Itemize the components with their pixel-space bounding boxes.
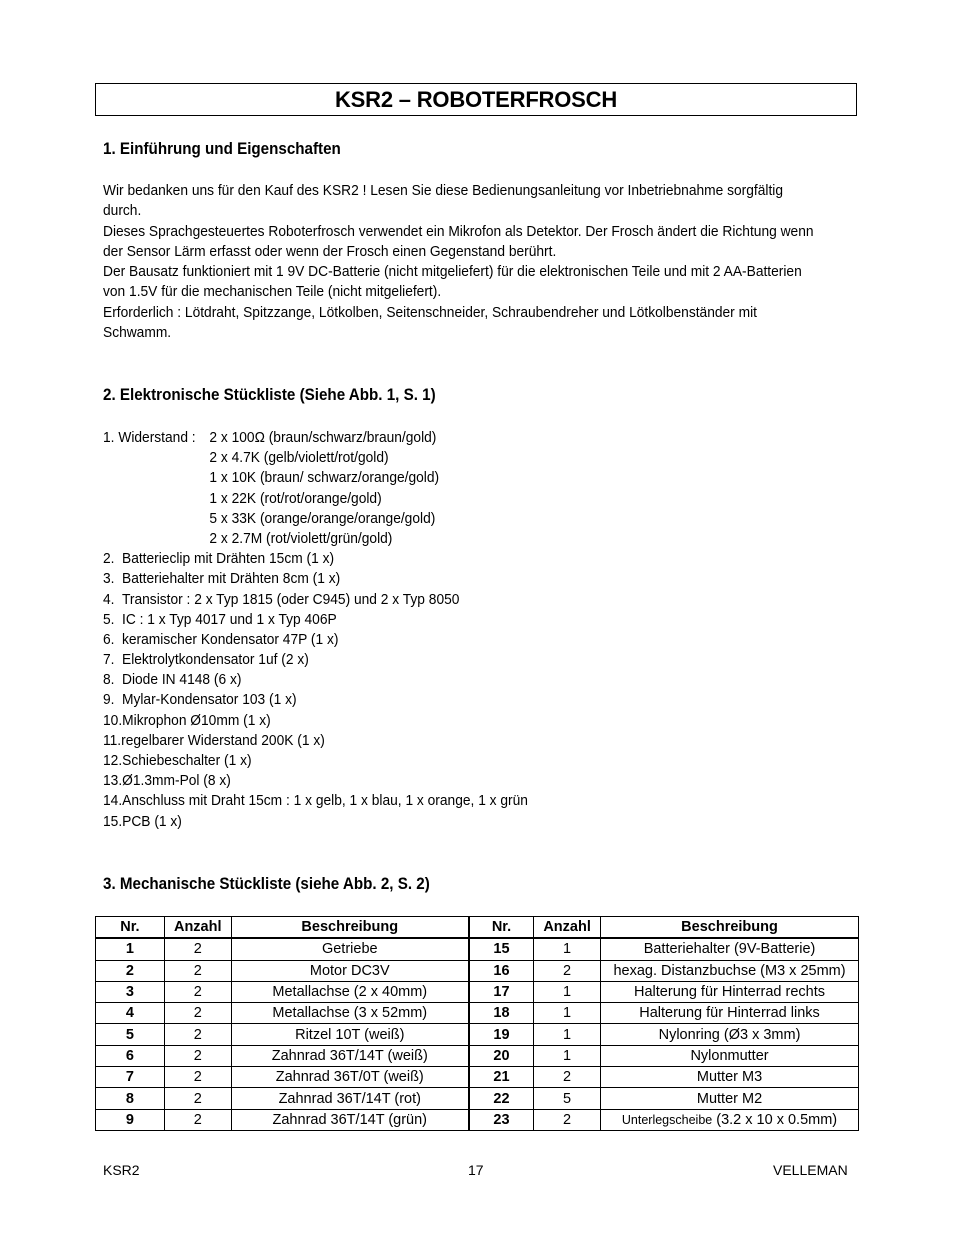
section-1-line: Wir bedanken uns für den Kauf des KSR2 ! Lesen Sie diese Bedienungsanleitung vor Inbetriebnahme sorgfältig: [103, 183, 784, 199]
item-text: Diode IN 4148 (6 x): [122, 672, 242, 689]
list-item: [103, 569, 528, 589]
section-2-heading: 2. Elektronische Stückliste (Siehe Abb. 1, S. 1): [103, 386, 436, 404]
item-text: Batterieclip mit Drähten 15cm (1 x): [122, 551, 335, 568]
list-item: [103, 610, 528, 630]
section-1-line: Erforderlich : Lötdraht, Spitzzange, Lötkolben, Seitenschneider, Schraubendreher und Lötkolbenständer mit: [103, 304, 757, 321]
table-header-row: [96, 917, 859, 939]
item-text: Ø1.3mm-Pol (8 x): [122, 773, 231, 790]
table-cell: 23: [469, 1109, 534, 1130]
table-cell: 21: [469, 1067, 534, 1088]
item-text: Mikrophon Ø10mm (1 x): [122, 712, 271, 729]
resistor-value: 1 x 10K (braun/ schwarz/orange/gold): [209, 470, 440, 487]
table-cell: 2: [534, 960, 601, 981]
table-cell: 2: [164, 960, 231, 981]
resistor-value: 2 x 2.7M (rot/violett/grün/gold): [209, 530, 393, 547]
column-header: Anzahl: [534, 917, 601, 939]
table-cell: Zahnrad 36T/14T (rot): [231, 1088, 469, 1109]
table-row: [96, 1109, 859, 1130]
list-item: [103, 590, 528, 610]
table-cell: Metallachse (2 x 40mm): [231, 981, 469, 1002]
table-cell: 1: [534, 1045, 601, 1066]
item-number: 8.: [103, 672, 115, 689]
item-text: Schiebeschalter (1 x): [122, 753, 252, 769]
section-3-heading: 3. Mechanische Stückliste (siehe Abb. 2, S. 2): [103, 875, 430, 893]
table-cell: 2: [534, 1109, 601, 1130]
item-number: 10.: [103, 712, 123, 729]
item-number: 4.: [103, 591, 115, 608]
table-cell: Mutter M2: [601, 1088, 859, 1109]
table-row: [96, 938, 859, 960]
column-header: Beschreibung: [231, 917, 469, 939]
table-cell: [601, 1109, 859, 1130]
table-cell: 7: [96, 1067, 165, 1088]
item-text: regelbarer Widerstand 200K (1 x): [121, 732, 325, 749]
table-cell: 5: [534, 1088, 601, 1109]
item-number: 13.: [103, 773, 123, 790]
table-cell: 1: [534, 1003, 601, 1024]
table-row: [96, 981, 859, 1002]
resistor-value: 2 x 100Ω (braun/schwarz/braun/gold): [209, 430, 437, 446]
table-cell: 6: [96, 1045, 165, 1066]
mechanical-parts-table: [95, 916, 859, 1131]
resistor-value: 1 x 22K (rot/rot/orange/gold): [209, 490, 382, 507]
table-cell: 1: [534, 938, 601, 960]
item-number: 3.: [103, 571, 115, 588]
item-text: Transistor : 2 x Typ 1815 (oder C945) und 2 x Typ 8050: [122, 591, 460, 608]
table-cell: Zahnrad 36T/14T (grün): [231, 1109, 469, 1130]
list-item: [103, 630, 528, 650]
list-item: [103, 731, 528, 751]
item-text: IC : 1 x Typ 4017 und 1 x Typ 406P: [122, 611, 337, 628]
table-cell: Halterung für Hinterrad links: [601, 1003, 859, 1024]
item-number: 14.: [103, 793, 123, 810]
resistor-label: 1. Widerstand :: [103, 430, 196, 446]
table-cell: Mutter M3: [601, 1067, 859, 1088]
table-cell: Zahnrad 36T/14T (weiß): [231, 1045, 469, 1066]
table-cell: hexag. Distanzbuchse (M3 x 25mm): [601, 960, 859, 981]
table-cell: 17: [469, 981, 534, 1002]
list-item: [103, 489, 528, 509]
page-title: [95, 83, 857, 116]
list-item: [103, 468, 528, 488]
table-cell: 3: [96, 981, 165, 1002]
table-cell: Getriebe: [231, 938, 469, 960]
table-cell: 18: [469, 1003, 534, 1024]
table-row: [96, 1088, 859, 1109]
table-cell: Motor DC3V: [231, 960, 469, 981]
section-1-heading: 1. Einführung und Eigenschaften: [103, 140, 341, 158]
item-text: keramischer Kondensator 47P (1 x): [122, 631, 339, 648]
item-number: 12.: [103, 753, 123, 769]
table-cell: Ritzel 10T (weiß): [231, 1024, 469, 1045]
list-item: [103, 670, 528, 690]
footer-left: KSR2: [103, 1162, 140, 1178]
table-cell: Nylonmutter: [601, 1045, 859, 1066]
section-1-line: Dieses Sprachgesteuertes Roboterfrosch verwendet ein Mikrofon als Detektor. Der Frosch ändert die Richtung wenn: [103, 223, 814, 240]
item-text: Elektrolytkondensator 1uf (2 x): [122, 652, 309, 669]
table-cell: 16: [469, 960, 534, 981]
list-item: [103, 509, 528, 529]
table-cell: 8: [96, 1088, 165, 1109]
footer-right: VELLEMAN: [773, 1162, 848, 1178]
column-header: Nr.: [96, 917, 165, 939]
list-item: [103, 791, 528, 811]
list-item: [103, 549, 528, 569]
list-item: [103, 812, 528, 832]
resistor-value: 2 x 4.7K (gelb/violett/rot/gold): [209, 450, 389, 467]
table-cell: 5: [96, 1024, 165, 1045]
column-header: Beschreibung: [601, 917, 859, 939]
table-cell: 19: [469, 1024, 534, 1045]
section-1-line: durch.: [103, 203, 142, 220]
item-text: Anschluss mit Draht 15cm : 1 x gelb, 1 x blau, 1 x orange, 1 x grün: [122, 793, 528, 810]
table-cell: 15: [469, 938, 534, 960]
table-row: [96, 1045, 859, 1066]
table-cell: 2: [164, 981, 231, 1002]
table-cell: 2: [534, 1067, 601, 1088]
table-cell: 22: [469, 1088, 534, 1109]
list-item: [103, 690, 528, 710]
washer-size: (3.2 x 10 x 0.5mm): [712, 1111, 838, 1128]
table-cell: 2: [164, 1003, 231, 1024]
list-item: [103, 771, 528, 791]
table-row: [96, 1003, 859, 1024]
item-number: 7.: [103, 652, 115, 669]
table-cell: Metallachse (3 x 52mm): [231, 1003, 469, 1024]
table-cell: Zahnrad 36T/0T (weiß): [231, 1067, 469, 1088]
column-header: Nr.: [469, 917, 534, 939]
table-cell: 9: [96, 1109, 165, 1130]
page-title-text: KSR2 – ROBOTERFROSCH: [334, 86, 618, 112]
table-cell: Halterung für Hinterrad rechts: [601, 981, 859, 1002]
section-1-line: von 1.5V für die mechanischen Teile (nicht mitgeliefert).: [103, 284, 442, 301]
item-text: Mylar-Kondensator 103 (1 x): [122, 692, 297, 709]
item-number: 15.: [103, 813, 123, 830]
table-cell: 2: [164, 1109, 231, 1130]
table-cell: 1: [534, 981, 601, 1002]
item-text: Batteriehalter mit Drähten 8cm (1 x): [122, 571, 341, 588]
item-text: PCB (1 x): [122, 813, 182, 830]
item-number: 2.: [103, 551, 115, 568]
table-row: [96, 1024, 859, 1045]
table-cell: 1: [534, 1024, 601, 1045]
table-cell: Nylonring (Ø3 x 3mm): [601, 1024, 859, 1045]
table-cell: 2: [164, 1024, 231, 1045]
electronic-parts-list: [103, 428, 528, 832]
list-item: [103, 751, 528, 771]
table-cell: 2: [164, 938, 231, 960]
section-1-line: Der Bausatz funktioniert mit 1 9V DC-Batterie (nicht mitgeliefert) für die elektronischen Teile und mit 2 AA-Batterien: [103, 264, 802, 281]
list-item: [103, 428, 528, 448]
table-cell: 2: [164, 1088, 231, 1109]
item-number: 11.: [103, 732, 122, 749]
item-number: 6.: [103, 631, 115, 648]
item-number: 5.: [103, 611, 115, 628]
table-cell: 2: [96, 960, 165, 981]
resistor-value: 5 x 33K (orange/orange/orange/gold): [209, 510, 436, 527]
section-1-line: der Sensor Lärm erfasst oder wenn der Frosch einen Gegenstand berührt.: [103, 243, 557, 260]
footer-page-number: 17: [468, 1162, 484, 1178]
item-number: 9.: [103, 692, 115, 709]
washer-label: Unterlegscheibe: [621, 1112, 713, 1127]
table-cell: 1: [96, 938, 165, 960]
table-cell: 2: [164, 1045, 231, 1066]
table-cell: 4: [96, 1003, 165, 1024]
list-item: [103, 529, 528, 549]
section-1-line: Schwamm.: [103, 325, 172, 342]
section-1-body: [103, 181, 825, 343]
table-row: [96, 960, 859, 981]
table-cell: Batteriehalter (9V-Batterie): [601, 938, 859, 960]
column-header: Anzahl: [164, 917, 231, 939]
list-item: [103, 650, 528, 670]
list-item: [103, 448, 528, 468]
table-cell: 20: [469, 1045, 534, 1066]
table-row: [96, 1067, 859, 1088]
list-item: [103, 711, 528, 731]
table-cell: 2: [164, 1067, 231, 1088]
